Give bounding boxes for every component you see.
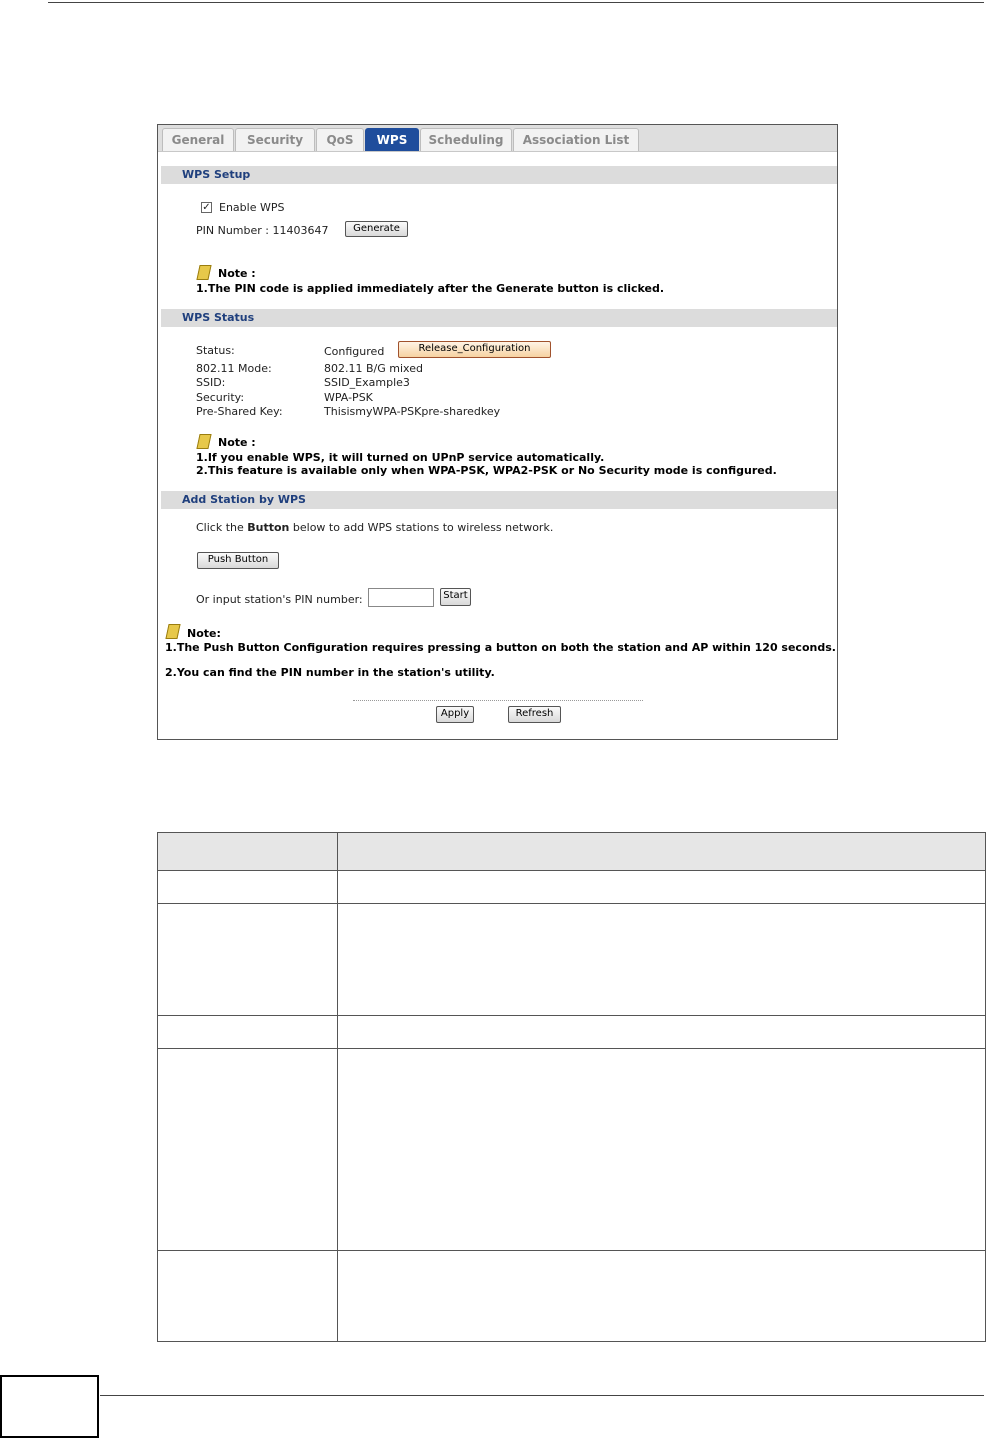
note-title: Note: — [187, 627, 221, 640]
note-title: Note : — [218, 267, 256, 280]
refresh-button[interactable]: Refresh — [508, 706, 561, 723]
mode-value: 802.11 B/G mixed — [324, 362, 423, 375]
table-cell — [338, 904, 986, 1016]
ssid-value: SSID_Example3 — [324, 376, 410, 389]
tab-general[interactable]: General — [162, 128, 234, 151]
station-pin-input[interactable] — [368, 588, 434, 607]
apply-button[interactable]: Apply — [436, 706, 474, 723]
pin-prompt: Or input station's PIN number: — [196, 593, 363, 606]
status-value: Configured — [324, 345, 385, 358]
top-rule — [48, 2, 984, 3]
table-row — [158, 1251, 986, 1342]
description-table — [157, 832, 986, 1342]
tab-association-list[interactable]: Association List — [513, 128, 639, 151]
add-station-instruction: Click the Button below to add WPS stations to wireless network. — [196, 521, 554, 534]
generate-button[interactable]: Generate — [345, 221, 408, 237]
security-value: WPA-PSK — [324, 391, 373, 404]
tab-scheduling[interactable]: Scheduling — [420, 128, 512, 151]
enable-wps-checkbox[interactable]: ✓ — [202, 202, 211, 213]
note-title: Note : — [218, 436, 256, 449]
mode-label: 802.11 Mode: — [196, 362, 272, 375]
status-note-line-1: 1.If you enable WPS, it will turned on UPnP service automatically. — [196, 451, 605, 464]
tab-wps[interactable]: WPS — [365, 128, 419, 151]
release-configuration-button[interactable]: Release_Configuration — [398, 341, 551, 358]
ssid-label: SSID: — [196, 376, 226, 389]
table-header-row — [158, 833, 986, 871]
tab-qos[interactable]: QoS — [316, 128, 364, 151]
page-number-box — [0, 1375, 99, 1438]
wps-setup-header: WPS Setup — [161, 166, 837, 184]
wps-status-header: WPS Status — [161, 309, 837, 327]
setup-note-line: 1.The PIN code is applied immediately after the Generate button is clicked. — [196, 282, 665, 295]
psk-label: Pre-Shared Key: — [196, 405, 283, 418]
security-label: Security: — [196, 391, 245, 404]
table-cell — [338, 871, 986, 904]
table-cell — [158, 1016, 338, 1049]
status-note-line-2: 2.This feature is available only when WPA-PSK, WPA2-PSK or No Security mode is configured. — [196, 464, 777, 477]
station-note-line-1: 1.The Push Button Configuration requires pressing a button on both the station and AP within 120 seconds. — [165, 641, 836, 654]
tab-security[interactable]: Security — [235, 128, 315, 151]
table-row — [158, 904, 986, 1016]
push-button[interactable]: Push Button — [197, 552, 279, 569]
table-header-cell — [158, 833, 338, 871]
pin-number-text: PIN Number : 11403647 — [196, 224, 329, 237]
start-button[interactable]: Start — [440, 588, 471, 606]
table-header-cell — [338, 833, 986, 871]
table-cell — [158, 871, 338, 904]
table-cell — [338, 1016, 986, 1049]
table-cell — [158, 904, 338, 1016]
status-label: Status: — [196, 344, 235, 357]
table-cell — [338, 1251, 986, 1342]
bottom-rule — [100, 1395, 984, 1396]
wps-screenshot — [157, 124, 838, 740]
note-icon — [196, 265, 211, 280]
note-icon — [165, 624, 180, 639]
tab-bar — [158, 125, 837, 152]
table-cell — [158, 1049, 338, 1251]
note-icon — [196, 434, 211, 449]
table-cell — [158, 1251, 338, 1342]
table-row — [158, 1016, 986, 1049]
add-station-header: Add Station by WPS — [161, 491, 837, 509]
table-row — [158, 1049, 986, 1251]
divider — [353, 700, 643, 701]
table-cell — [338, 1049, 986, 1251]
psk-value: ThisismyWPA-PSKpre-sharedkey — [324, 405, 501, 418]
station-note-line-2: 2.You can find the PIN number in the station's utility. — [165, 666, 495, 679]
table-row — [158, 871, 986, 904]
enable-wps-label: Enable WPS — [219, 201, 285, 214]
